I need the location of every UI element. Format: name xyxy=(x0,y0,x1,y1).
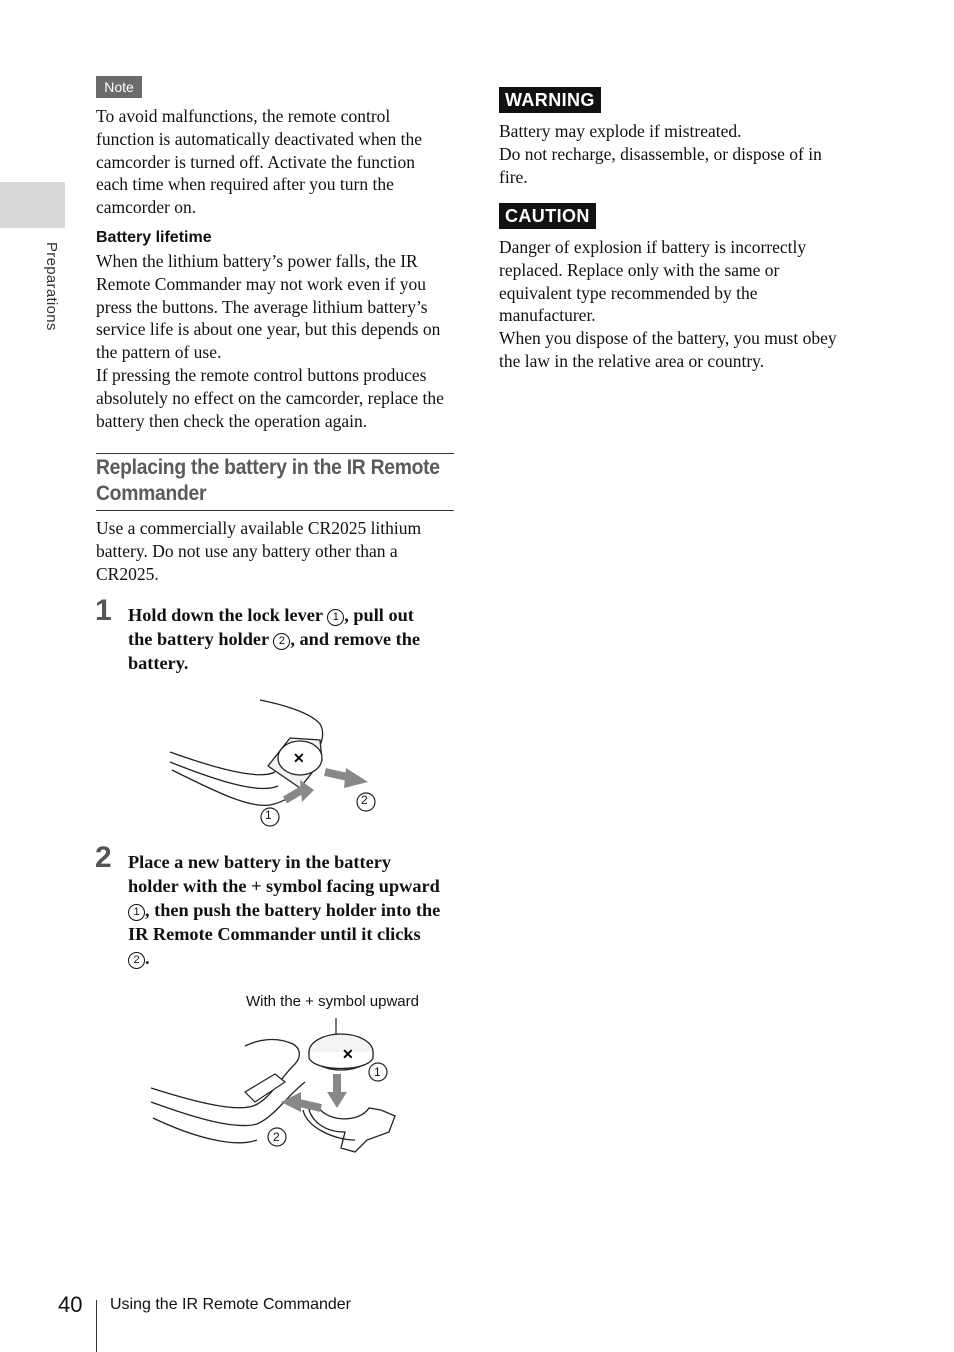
step-1-number: 1 xyxy=(95,594,112,627)
battery-lifetime-heading: Battery lifetime xyxy=(96,229,212,246)
note-text: To avoid malfunctions, the remote control function is automatically deactivated when the camcorder is turned off. Activate the function each time when required after you turn the camcorder on. xyxy=(96,106,423,218)
footer-divider xyxy=(96,1300,97,1352)
caution-disposal-text: When you dispose of the battery, you must obey the law in the relative area or country. xyxy=(499,328,837,371)
note-badge: Note xyxy=(96,76,142,98)
figure1-marker-2: 2 xyxy=(361,793,368,807)
battery-check-text: If pressing the remote control buttons produces absolutely no effect on the camcorder, replace the battery then check the operation again. xyxy=(96,365,444,431)
section-title: Replacing the battery in the IR Remote Commander xyxy=(96,456,440,505)
battery-insert-illustration xyxy=(145,1012,415,1172)
warning-label: WARNING xyxy=(499,87,601,113)
footer-title: Using the IR Remote Commander xyxy=(110,1296,351,1313)
step-1-text: Hold down the lock lever 1 , pull out the battery holder 2 , and remove the battery. xyxy=(128,605,421,673)
marker-2: 2 xyxy=(128,952,145,969)
marker-2: 2 xyxy=(273,633,290,650)
page-number: 40 xyxy=(58,1292,83,1317)
battery-lifetime-text: When the lithium battery’s power falls, the IR Remote Commander may not work even if you press the buttons. The average lithium battery’s service life is about one year, but this depends on the pattern of use. xyxy=(96,251,441,363)
side-tab xyxy=(0,182,65,228)
warning-text: Battery may explode if mistreated. Do not recharge, disassemble, or dispose of in fire. xyxy=(499,121,822,187)
figure2-marker-1: 1 xyxy=(374,1065,381,1079)
step-2-number: 2 xyxy=(95,841,112,874)
svg-text:✕: ✕ xyxy=(293,750,305,766)
marker-1: 1 xyxy=(128,904,145,921)
figure2-marker-2: 2 xyxy=(273,1130,280,1144)
side-tab-label: Preparations xyxy=(43,242,60,331)
section-rule-top xyxy=(96,453,454,454)
section-rule-bottom xyxy=(96,510,454,511)
caution-label: CAUTION xyxy=(499,203,596,229)
battery-removal-illustration xyxy=(160,690,390,835)
step-2-text: Place a new battery in the battery holder with the + symbol facing upward 1 , then push the battery holder into the IR Remote Commander until it clicks 2 . xyxy=(128,852,441,968)
svg-text:✕: ✕ xyxy=(342,1046,354,1062)
figure1-marker-1: 1 xyxy=(265,808,272,822)
caution-text: Danger of explosion if battery is incorrectly replaced. Replace only with the same or equivalent type recommended by the manufacturer. xyxy=(499,237,807,326)
figure2-caption: With the + symbol upward xyxy=(246,993,419,1010)
marker-1: 1 xyxy=(327,609,344,626)
section-intro: Use a commercially available CR2025 lithium battery. Do not use any battery other than a CR2025. xyxy=(96,518,422,584)
